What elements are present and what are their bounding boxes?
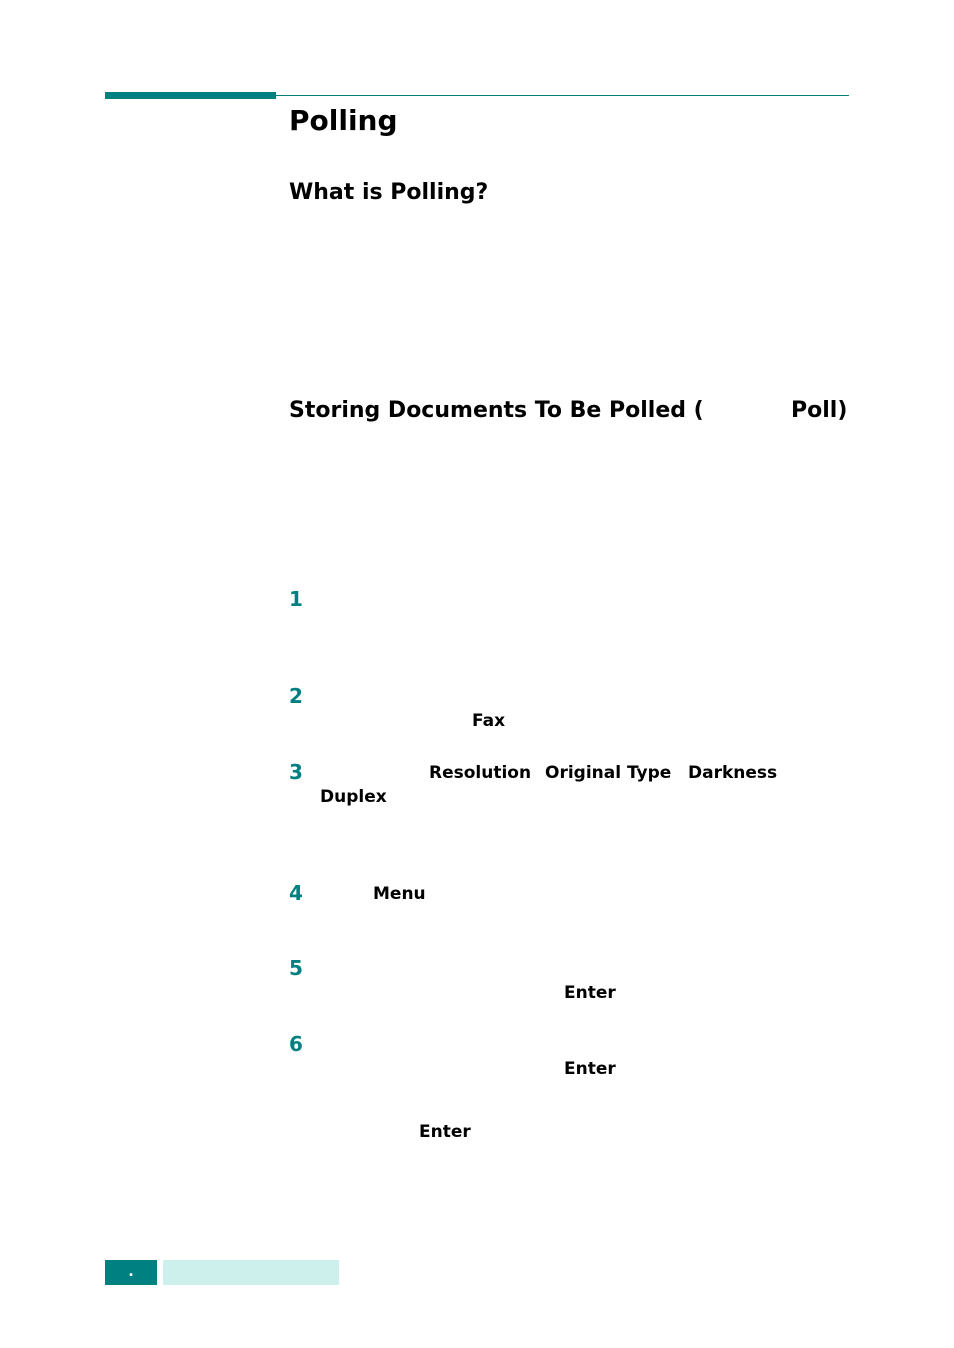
section-heading-what-is-polling: What is Polling? bbox=[289, 180, 489, 205]
keyword-enter-step6-extra: Enter bbox=[419, 1122, 471, 1142]
step-number-3: 3 bbox=[289, 760, 303, 784]
keyword-duplex: Duplex bbox=[320, 787, 387, 807]
keyword-fax: Fax bbox=[472, 711, 506, 731]
section-heading-poll-suffix: Poll) bbox=[791, 398, 848, 423]
page-title: Polling bbox=[289, 104, 398, 137]
keyword-menu: Menu bbox=[373, 884, 426, 904]
keyword-enter-step6: Enter bbox=[564, 1059, 616, 1079]
step-number-6: 6 bbox=[289, 1032, 303, 1056]
step-number-2: 2 bbox=[289, 684, 303, 708]
section-heading-storing-documents: Storing Documents To Be Polled ( bbox=[289, 398, 704, 423]
keyword-resolution: Resolution bbox=[429, 763, 532, 783]
footer-chapter-bar bbox=[163, 1260, 339, 1285]
footer-page-tab: . bbox=[105, 1260, 157, 1285]
keyword-darkness: Darkness bbox=[688, 763, 778, 783]
step-number-5: 5 bbox=[289, 956, 303, 980]
keyword-enter-step5: Enter bbox=[564, 983, 616, 1003]
step-number-4: 4 bbox=[289, 881, 303, 905]
header-rule-thin bbox=[276, 95, 849, 96]
step-number-1: 1 bbox=[289, 587, 303, 611]
header-rule-thick bbox=[105, 92, 276, 99]
keyword-original-type: Original Type bbox=[545, 763, 672, 783]
